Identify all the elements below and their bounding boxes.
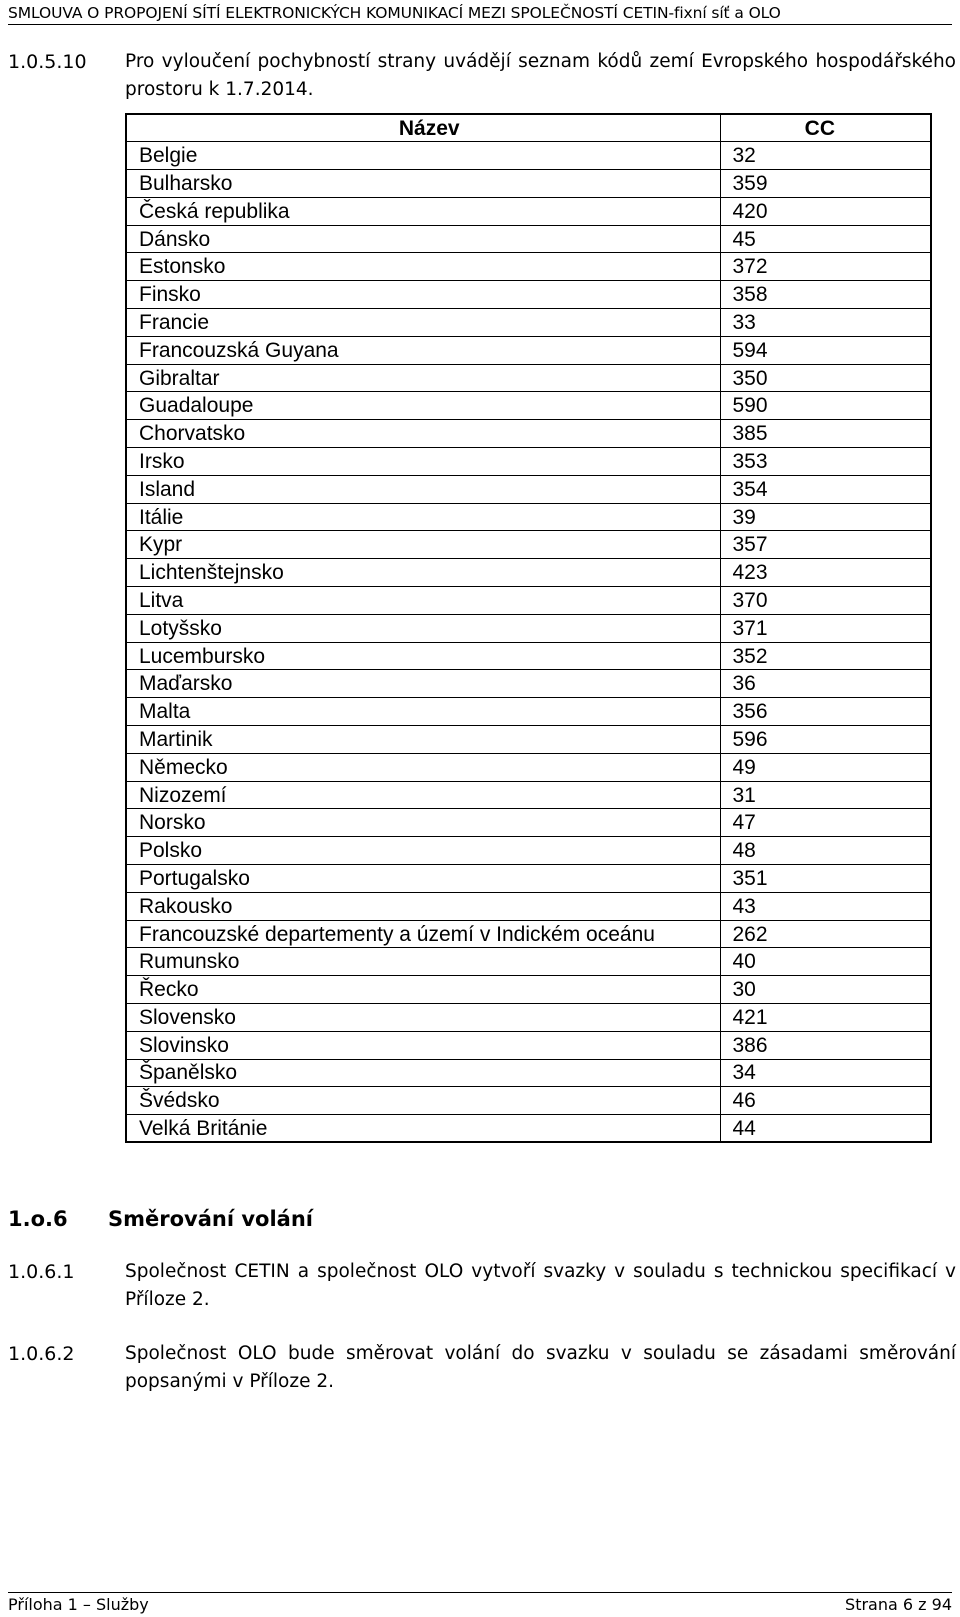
country-code-cell: 371 [720,614,931,642]
table-row [126,392,931,420]
country-name-cell: Rakousko [126,892,720,920]
country-name-cell: Maďarsko [126,670,720,698]
country-name-cell: Litva [126,587,720,615]
country-code-cell: 354 [720,475,931,503]
table-row [126,1087,931,1115]
column-header-cc: CC [720,114,931,142]
table-row [126,448,931,476]
country-name-cell: Martinik [126,726,720,754]
footer-page-number: Strana 6 z 94 [845,1595,952,1614]
country-name-cell: Guadaloupe [126,392,720,420]
country-code-cell: 372 [720,253,931,281]
table-row [126,1059,931,1087]
country-code-cell: 421 [720,1004,931,1032]
table-row [126,142,931,170]
country-name-cell: Francouzská Guyana [126,336,720,364]
country-code-cell: 30 [720,976,931,1004]
country-code-cell: 351 [720,865,931,893]
table-row [126,420,931,448]
country-name-cell: Irsko [126,448,720,476]
table-row [126,559,931,587]
country-name-cell: Lichtenštejnsko [126,559,720,587]
table-row [126,781,931,809]
country-code-cell: 357 [720,531,931,559]
country-code-cell: 590 [720,392,931,420]
paragraph-1-0-6-2 [8,1340,956,1396]
table-row [126,753,931,781]
country-code-cell: 386 [720,1031,931,1059]
table-row [126,837,931,865]
table-row [126,197,931,225]
country-name-cell: Polsko [126,837,720,865]
table-row [126,865,931,893]
country-code-cell: 358 [720,281,931,309]
paragraph-number: 1.0.5.10 [8,51,87,73]
table-row [126,726,931,754]
country-name-cell: Lucembursko [126,642,720,670]
paragraph-text: Společnost CETIN a společnost OLO vytvoří svazky v souladu s technickou specifikací v Příloze 2. [125,1261,956,1310]
country-name-cell: Česká republika [126,197,720,225]
country-name-cell: Island [126,475,720,503]
country-code-cell: 262 [720,920,931,948]
table-row [126,225,931,253]
document-title: SMLOUVA O PROPOJENÍ SÍTÍ ELEKTRONICKÝCH KOMUNIKACÍ MEZI SPOLEČNOSTÍ CETIN-fixní síť a OLO [8,4,781,22]
country-code-cell: 423 [720,559,931,587]
column-header-name: Název [126,114,720,142]
paragraph-text: Pro vyloučení pochybností strany uvádějí seznam kódů zemí Evropského hospodářského prostoru k 1.7.2014. [125,51,956,100]
table-row [126,170,931,198]
paragraph-1-0-6-1 [8,1258,956,1314]
country-code-cell: 47 [720,809,931,837]
country-code-cell: 43 [720,892,931,920]
table-row [126,587,931,615]
country-name-cell: Německo [126,753,720,781]
country-code-cell: 356 [720,698,931,726]
paragraph-1-0-5-10 [8,48,956,104]
country-name-cell: Norsko [126,809,720,837]
table-row [126,948,931,976]
country-code-cell: 33 [720,309,931,337]
table-row [126,892,931,920]
country-code-cell: 32 [720,142,931,170]
table-row [126,531,931,559]
table-row [126,670,931,698]
table-body [126,142,931,1143]
country-name-cell: Bulharsko [126,170,720,198]
country-code-cell: 385 [720,420,931,448]
country-code-cell: 34 [720,1059,931,1087]
table-row [126,253,931,281]
table-row [126,614,931,642]
country-code-cell: 350 [720,364,931,392]
country-code-cell: 596 [720,726,931,754]
country-code-cell: 370 [720,587,931,615]
country-code-cell: 352 [720,642,931,670]
table-row [126,976,931,1004]
country-code-cell: 46 [720,1087,931,1115]
section-number: 1.o.6 [8,1207,68,1231]
country-code-cell: 353 [720,448,931,476]
country-code-cell: 31 [720,781,931,809]
country-codes-table [125,113,932,1143]
country-name-cell: Slovinsko [126,1031,720,1059]
page-header [8,0,952,25]
country-name-cell: Španělsko [126,1059,720,1087]
country-code-cell: 48 [720,837,931,865]
table-row [126,809,931,837]
country-name-cell: Dánsko [126,225,720,253]
paragraph-number: 1.0.6.2 [8,1343,75,1365]
country-code-cell: 45 [720,225,931,253]
country-name-cell: Lotyšsko [126,614,720,642]
table-row [126,475,931,503]
country-name-cell: Velká Británie [126,1115,720,1143]
table-row [126,309,931,337]
table-row [126,1031,931,1059]
country-name-cell: Rumunsko [126,948,720,976]
section-title: Směrování volání [108,1207,313,1231]
country-name-cell: Finsko [126,281,720,309]
country-code-cell: 39 [720,503,931,531]
footer-attachment-label: Příloha 1 – Služby [8,1595,149,1614]
country-name-cell: Nizozemí [126,781,720,809]
country-name-cell: Kypr [126,531,720,559]
table-row [126,1004,931,1032]
page-footer [8,1592,952,1615]
table-row [126,364,931,392]
country-name-cell: Estonsko [126,253,720,281]
country-name-cell: Belgie [126,142,720,170]
country-code-cell: 40 [720,948,931,976]
table-row [126,503,931,531]
country-name-cell: Malta [126,698,720,726]
paragraph-number: 1.0.6.1 [8,1261,75,1283]
country-code-cell: 359 [720,170,931,198]
country-name-cell: Řecko [126,976,720,1004]
table-row [126,281,931,309]
table-row [126,642,931,670]
country-name-cell: Itálie [126,503,720,531]
country-name-cell: Portugalsko [126,865,720,893]
country-name-cell: Chorvatsko [126,420,720,448]
country-code-cell: 36 [720,670,931,698]
country-code-cell: 44 [720,1115,931,1143]
table-row [126,336,931,364]
country-name-cell: Švédsko [126,1087,720,1115]
table-header-row [126,114,931,142]
country-name-cell: Gibraltar [126,364,720,392]
table-row [126,920,931,948]
paragraph-text: Společnost OLO bude směrovat volání do svazku v souladu se zásadami směrování popsanými v Příloze 2. [125,1343,956,1392]
country-code-cell: 420 [720,197,931,225]
country-code-cell: 49 [720,753,931,781]
table-row [126,698,931,726]
country-name-cell: Francie [126,309,720,337]
country-name-cell: Francouzské departementy a území v Indickém oceánu [126,920,720,948]
section-heading-1-0-6 [8,1205,313,1233]
country-name-cell: Slovensko [126,1004,720,1032]
table-row [126,1115,931,1143]
country-code-cell: 594 [720,336,931,364]
